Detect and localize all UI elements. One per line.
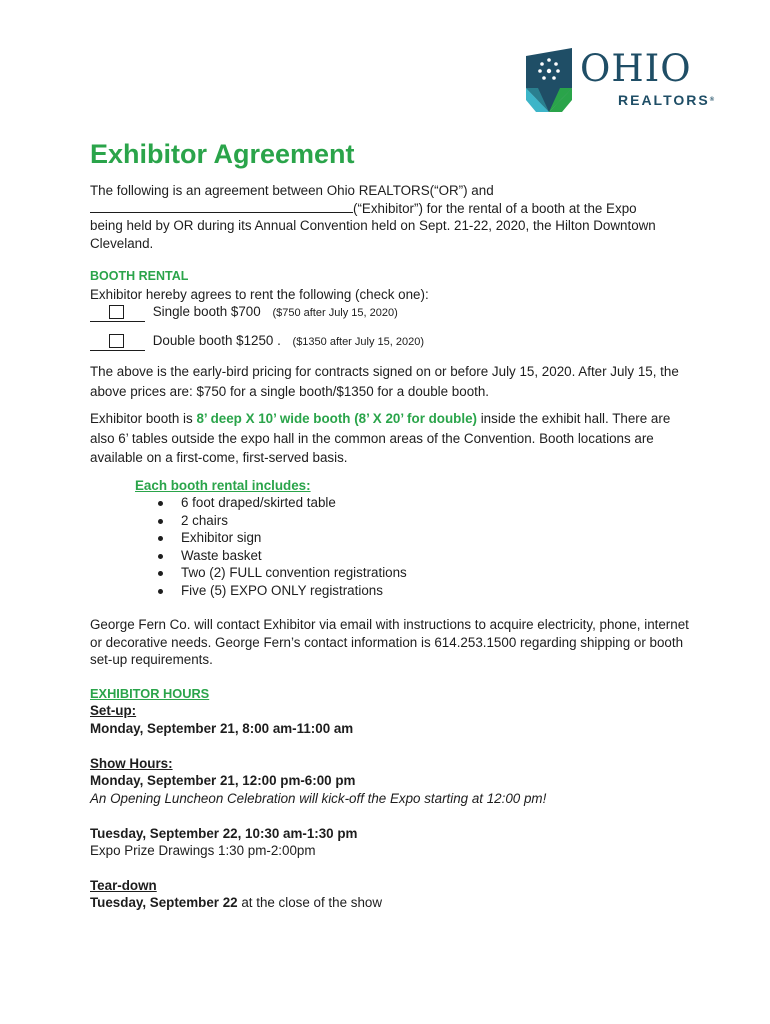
early-bird-paragraph: The above is the early-bird pricing for contracts signed on or before July 15, 2020. After July 15, the above prices are: $750 for a single booth/$1350 for a double booth. [90,364,679,399]
setup-time: Monday, September 21, 8:00 am-11:00 am [90,721,354,736]
double-booth-checkbox[interactable] [109,334,124,348]
list-item: Exhibitor sign [150,529,407,547]
show-hours-label: Show Hours: [90,756,173,771]
ohio-realtors-logo [526,48,726,114]
prize-drawings: Expo Prize Drawings 1:30 pm-2:00pm [90,843,316,858]
logo-realtors-text: REALTORS® [618,92,715,108]
page-title: Exhibitor Agreement [90,139,355,169]
ohio-realtors-logo-mark [526,48,572,112]
list-item: 2 chairs [150,512,407,530]
exhibitor-hours-heading: EXHIBITOR HOURS [90,686,210,701]
show-hours-tuesday: Tuesday, September 22, 10:30 am-1:30 pm [90,826,358,841]
logo-ohio-text: OHIO [580,47,692,90]
booth-rental-instruction: Exhibitor hereby agrees to rent the following (check one): [90,287,429,302]
double-booth-label: Double booth $1250 . [152,333,281,348]
show-hours-monday: Monday, September 21, 12:00 pm-6:00 pm [90,773,356,788]
booth-size-paragraph: Exhibitor booth is 8’ deep X 10’ wide booth (8’ X 20’ for double) inside the exhibit hall. There are also 6’ tables outside the expo hall in the common areas of the Convention. Booth locations are available on a first-come, first-served basis. [90,411,671,465]
single-booth-checkbox[interactable] [109,305,124,319]
single-booth-label: Single booth $700 [152,304,261,319]
exhibitor-name-blank[interactable] [90,200,353,213]
includes-heading: Each booth rental includes: [135,478,311,493]
george-fern-paragraph: George Fern Co. will contact Exhibitor via email with instructions to acquire electricity, phone, internet or decorative needs. George Fern’s contact information is 614.253.1500 regarding shipping or booth set-up requirements. [90,617,689,667]
teardown-label: Tear-down [90,878,157,893]
list-item: Two (2) FULL convention registrations [150,564,407,582]
includes-list [150,494,407,599]
booth-rental-heading: BOOTH RENTAL [90,269,189,283]
teardown-time: Tuesday, September 22 at the close of the show [90,895,383,910]
single-booth-late-price: ($750 after July 15, 2020) [272,307,398,319]
intro-paragraph: The following is an agreement between Ohio REALTORS(“OR”) and (“Exhibitor”) for the rental of a booth at the Expo being held by OR during its Annual Convention held on Sept. 21-22, 2020, the Hilton Downtown Cleveland. [90,183,656,251]
list-item: 6 foot draped/skirted table [150,494,407,512]
double-booth-late-price: ($1350 after July 15, 2020) [292,336,425,348]
list-item: Waste basket [150,547,407,565]
list-item: Five (5) EXPO ONLY registrations [150,582,407,600]
setup-label: Set-up: [90,703,137,718]
double-booth-option [90,332,424,351]
booth-size-highlight: 8’ deep X 10’ wide booth (8’ X 20’ for double) [196,411,477,426]
single-booth-option [90,303,398,322]
luncheon-note: An Opening Luncheon Celebration will kick-off the Expo starting at 12:00 pm! [90,791,547,806]
